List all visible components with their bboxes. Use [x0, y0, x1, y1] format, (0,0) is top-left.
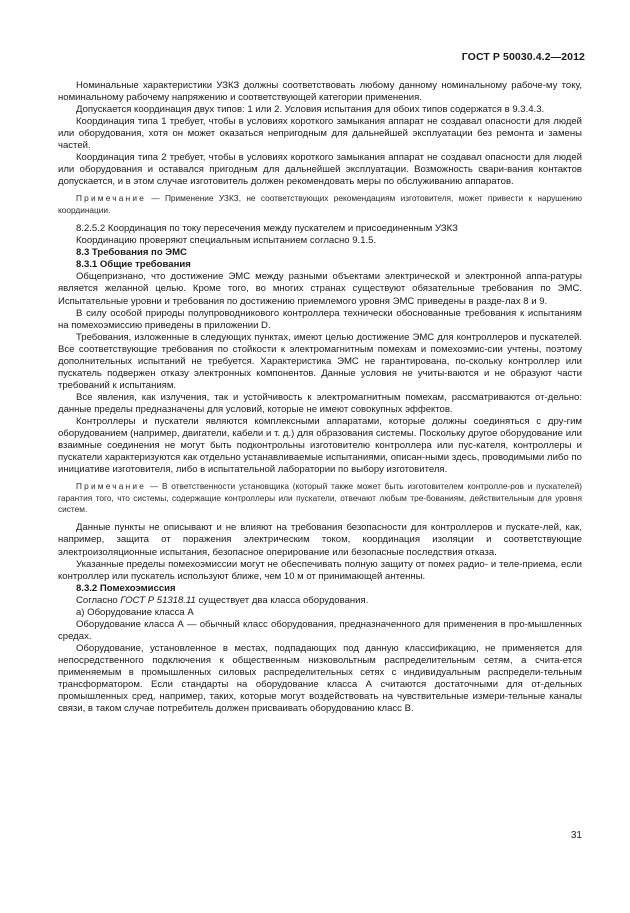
paragraph: Координацию проверяют специальным испытанием согласно 9.1.5.	[76, 235, 377, 247]
paragraph: Координация типа 1 требует, чтобы в условиях короткого замыкания аппарат не создавал опасности для людей или оборудования, хотя он может оказаться непригодным для дальнейшей эксплуатации без ремонта и замены частей.	[58, 116, 582, 152]
paragraph: Данные пункты не описывают и не влияют на требования безопасности для контроллеров и пускате-лей, как, например, защита от поражения электрическим током, координация изоляции и соответствующие электроизоляционные испытания, безопасное оперирование или безопасные последствия отказа.	[58, 522, 582, 558]
heading-8-3-1: 8.3.1 Общие требования	[76, 259, 191, 271]
note	[58, 481, 582, 515]
note-text: — Применение УЗКЗ, не соответствующих рекомендациям изготовителя, может привести к нарушению координации.	[58, 193, 582, 215]
paragraph: Оборудование, установленное в местах, подпадающих под данную классификацию, не применяется для непосредственного подключения к общественным низковольтным распределительным сетям, а счита-ется применяемым в промышленных силовых распределительных сетях с индивидуальным распредели-тельным трансформатором. Если стандарты на оборудование класса А считаются достаточными для от-дельных промышленных сред, например, таких, которые могут воздействовать на чувствительные измери-тельные каналы связи, в таком случае потребитель должен присваивать оборудованию класс B.	[58, 642, 582, 715]
paragraph: Контроллеры и пускатели являются комплексными аппаратами, которые должны соединяться с дру-гим оборудованием (например, двигатели, кабели и т. д.) для образования системы. Поскольку другое оборудование или взаимные соединения не могут быть подконтрольны изготовителю контроллера или пус-кателя, контроллеры и пускатели характеризуются как отдельно устанавливаемые испытаниями, описан-ными здесь, проводимыми либо по инициативе изготовителя, либо в испытательной лаборатории по выбору изготовителя.	[58, 415, 582, 476]
paragraph: Требования, изложенные в следующих пунктах, имеют целью достижение ЭМС для контроллеров и пускателей. Все соответствующие требования по стойкости к электромагнитным помехам и помехоэмис-сии учтены, поэтому дополнительных испытаний не требуется. Характеристика ЭМС не гарантирована, по-скольку контроллер или пускатель подвержен отказу электронных компонентов. Данные условия не учиты-ваются и не образуют части требований к испытаниям.	[58, 331, 582, 391]
paragraph: Указанные пределы помехоэмиссии могут не обеспечивать полную защиту от помех радио- и теле-приема, если контроллер или пускатель используют ближе, чем 10 м от принимающей антенны.	[58, 558, 582, 582]
paragraph: Координация типа 2 требует, чтобы в условиях короткого замыкания аппарат не создавал опасности для людей или оборудования и оставался пригодным для дальнейшей эксплуатации. Возможность свари-вания контактов допускается, и в этом случае изготовитель должен рекомендовать меры по обслуживанию аппаратов.	[58, 152, 582, 188]
text-span: Согласно	[76, 594, 121, 606]
subsection-8-2-5-2: 8.2.5.2 Координация по току пересечения между пускателем и присоединенным УЗКЗ	[76, 223, 458, 235]
paragraph: Все явления, как излучения, так и устойчивость к электромагнитным помехам, рассматриваются от-дельно: данные пределы предназначены для условий, которые не имеют совокупных эффектов.	[58, 391, 582, 415]
list-item-class-a: а) Оборудование класса А	[76, 606, 194, 618]
paragraph: В силу особой природы полупроводникового контроллера технически обоснованные требования к испытаниям на помехоэмиссию приведены в приложении D.	[58, 307, 582, 331]
heading-8-3-2: 8.3.2 Помехоэмиссия	[76, 582, 176, 594]
page-number: 31	[570, 830, 582, 841]
paragraph: Оборудование класса А — обычный класс оборудования, предназначенного для применения в про-мышленных средах.	[58, 618, 582, 642]
text-span: существует два класса оборудования.	[195, 594, 369, 606]
paragraph: Общепризнано, что достижение ЭМС между разными объектами электрической и электронной аппа-ратуры является желанной целью. Кроме того, во многих странах существуют обязательные требования по ЭМС. Испытательные уровни и требования по достижению приемлемого уровня ЭМС приведены в разде-лах 8 и 9.	[58, 271, 582, 307]
standard-reference: ГОСТ Р 51318.11	[120, 594, 196, 606]
note-text: — В ответственности установщика (который также может быть изготовителем контролле-ров и пускателей) гарантия того, что системы, содержащие контроллеры или пускатели, отвечают любым тре-бованиям, действительным для уровня систем.	[58, 481, 582, 515]
paragraph	[58, 595, 582, 607]
note-label: Примечание	[76, 193, 147, 204]
paragraph: Допускается координация двух типов: 1 или 2. Условия испытания для обоих типов содержатся в 9.3.4.3.	[76, 104, 545, 116]
standard-header: ГОСТ Р 50030.4.2—2012	[461, 51, 585, 63]
paragraph: Номинальные характеристики УЗКЗ должны соответствовать любому данному номинальному рабоче-му току, номинальному рабочему напряжению и соответствующей категории применения.	[58, 80, 582, 104]
note	[58, 193, 582, 216]
heading-8-3: 8.3 Требования по ЭМС	[76, 247, 187, 259]
note-label: Примечание	[76, 481, 147, 492]
document-body	[58, 80, 582, 715]
